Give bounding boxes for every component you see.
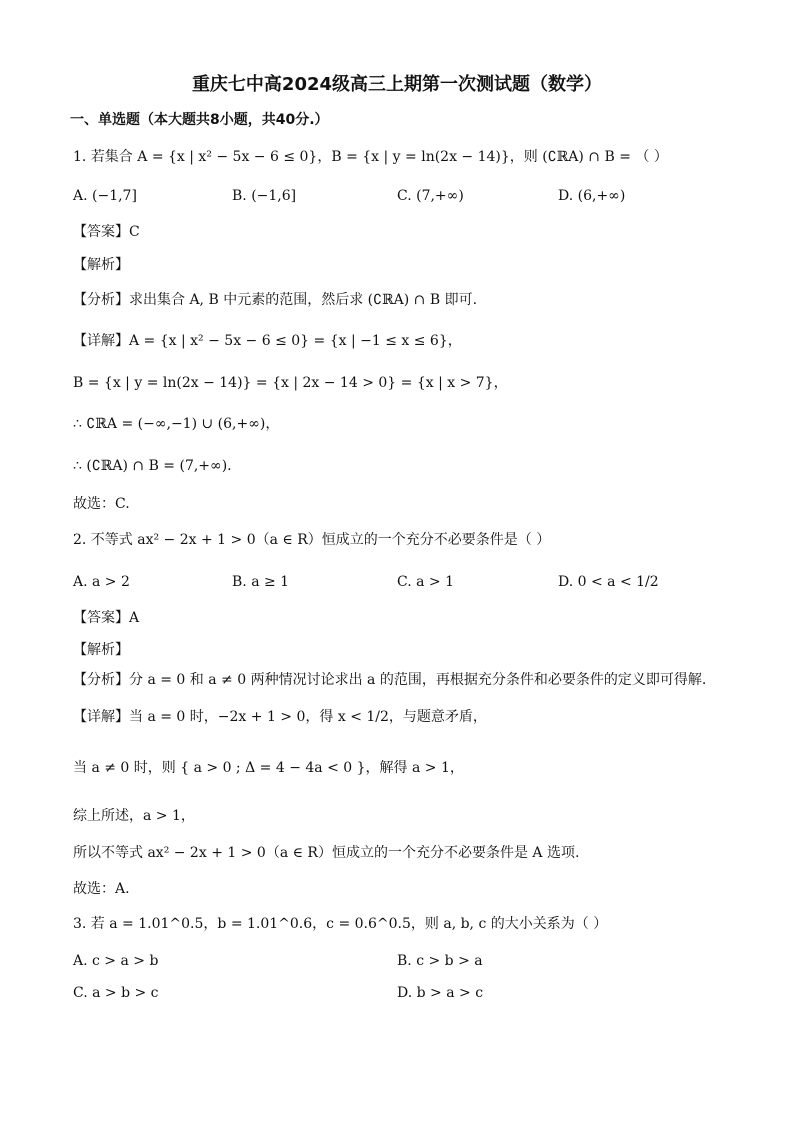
q3-stem: 3. 若 a = 1.01^0.5，b = 1.01^0.6，c = 0.6^0.5，则 a, b, c 的大小关系为（ ） xyxy=(73,916,608,932)
q1-xiangjie-3: ∴ ∁ℝA = (−∞,−1) ∪ (6,+∞)， xyxy=(73,416,280,432)
q2-option-a: A. a > 2 xyxy=(73,574,130,590)
q2-xiangjie-1: 【详解】当 a = 0 时，−2x + 1 > 0，得 x < 1/2，与题意矛盾， xyxy=(73,709,487,725)
q1-answer: 【答案】C xyxy=(73,224,140,240)
q1-option-d: D. (6,+∞) xyxy=(558,188,626,204)
q2-option-c: C. a > 1 xyxy=(397,574,454,590)
q2-stem: 2. 不等式 ax² − 2x + 1 > 0（a ∈ R）恒成立的一个充分不必要条件是（ ） xyxy=(73,532,551,548)
q3-option-a: A. c > a > b xyxy=(73,953,159,969)
q1-xiangjie-4: ∴ (∁ℝA) ∩ B = (7,+∞). xyxy=(73,458,232,474)
q1-option-a: A. (−1,7] xyxy=(73,188,137,204)
q3-option-c: C. a > b > c xyxy=(73,985,159,1001)
q2-option-b: B. a ≥ 1 xyxy=(232,574,290,590)
q1-analysis-label: 【解析】 xyxy=(73,257,129,273)
q3-option-b: B. c > b > a xyxy=(397,953,483,969)
q1-conclusion: 故选：C. xyxy=(73,496,130,512)
q2-xiangjie-2: 当 a ≠ 0 时，则 { a > 0 ; Δ = 4 − 4a < 0 }，解得 a > 1， xyxy=(73,760,464,776)
q3-option-d: D. b > a > c xyxy=(397,985,484,1001)
q2-analysis-label: 【解析】 xyxy=(73,642,129,658)
q2-answer: 【答案】A xyxy=(73,610,140,626)
q2-xiangjie-4: 所以不等式 ax² − 2x + 1 > 0（a ∈ R）恒成立的一个充分不必要条件是 A 选项. xyxy=(73,845,580,861)
q2-fenxi: 【分析】分 a = 0 和 a ≠ 0 两种情况讨论求出 a 的范围，再根据充分条件和必要条件的定义即可得解. xyxy=(73,672,707,688)
q1-option-b: B. (−1,6] xyxy=(232,188,297,204)
q2-conclusion: 故选：A. xyxy=(73,881,130,897)
q1-xiangjie-2: B = {x | y = ln(2x − 14)} = {x | 2x − 14 > 0} = {x | x > 7}， xyxy=(73,375,508,391)
q1-fenxi: 【分析】求出集合 A, B 中元素的范围，然后求 (∁ℝA) ∩ B 即可. xyxy=(73,292,478,308)
q1-xiangjie-1: 【详解】A = {x | x² − 5x − 6 ≤ 0} = {x | −1 ≤ x ≤ 6}， xyxy=(73,333,462,349)
q2-option-d: D. 0 < a < 1/2 xyxy=(558,574,659,590)
q2-xiangjie-3: 综上所述，a > 1， xyxy=(73,808,195,824)
section-heading: 一、单选题（本大题共8小题，共40分.） xyxy=(70,112,329,128)
q1-option-c: C. (7,+∞) xyxy=(397,188,464,204)
q1-stem: 1. 若集合 A = {x | x² − 5x − 6 ≤ 0}，B = {x | y = ln(2x − 14)}，则 (∁ℝA) ∩ B = （ ） xyxy=(73,149,668,165)
page-title: 重庆七中高2024级高三上期第一次测试题（数学） xyxy=(191,74,603,95)
